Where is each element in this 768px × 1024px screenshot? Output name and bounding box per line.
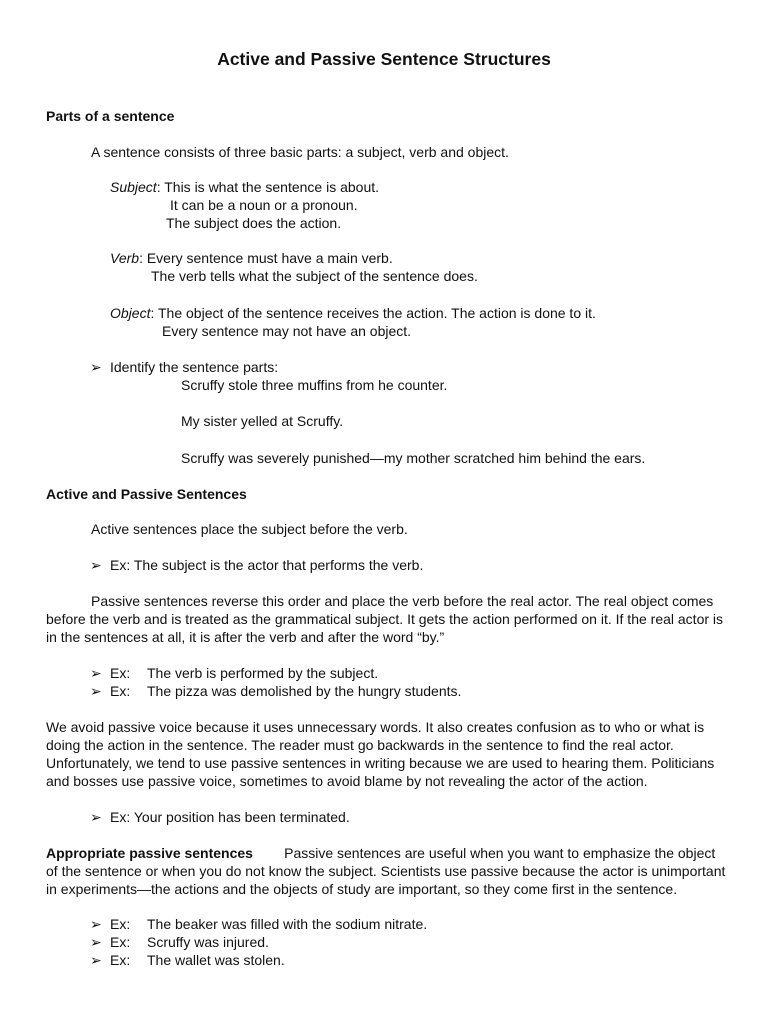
verb-text: : Every sentence must have a main verb. [139,250,393,266]
appropriate-example-2: ➢ Ex: Scruffy was injured. [90,934,269,950]
arrowhead-bullet-icon: ➢ [90,809,102,825]
arrowhead-bullet-icon: ➢ [90,557,102,573]
avoid-example-bullet: ➢ Ex: Your position has been terminated. [90,809,350,825]
example-sentence-3: Scruffy was severely punished—my mother scratched him behind the ears. [181,450,646,466]
verb-definition-line [110,249,393,267]
example-sentence-2: My sister yelled at Scruffy. [181,413,344,429]
verb-term: Verb [110,250,140,266]
active-example-bullet: ➢ Ex: The subject is the actor that performs the verb. [90,557,424,573]
avoid-passive-paragraph: We avoid passive voice because it uses unnecessary words. It also creates confusion as to who or what is doing the action in the sentence. The reader must go backwards in the sentence to find the real actor. Unfortunately, we tend to use passive sentences in writing because we are used to hearing them. Politicians and bosses use passive voice, sometimes to avoid blame by not revealing the actor of the action. [46,719,715,789]
subject-line-2: It can be a noun or a pronoun. [170,197,358,213]
arrowhead-bullet-icon: ➢ [90,952,102,968]
section-heading-active-passive: Active and Passive Sentences [46,486,247,502]
arrowhead-bullet-icon: ➢ [90,683,102,699]
verb-line-2: The verb tells what the subject of the sentence does. [151,268,478,284]
subject-term: Subject [110,179,157,195]
appropriate-passive-paragraph [46,844,726,898]
appropriate-example-3: ➢ Ex: The wallet was stolen. [90,952,285,968]
appropriate-passive-text: Passive sentences are useful when you want to emphasize the object of the sentence or when you do not know the subject. Scientists use passive because the actor is unimportant in experiments—the actions and the objects of study are important, so they come first in the sentence. [46,845,726,897]
object-term: Object [110,305,151,321]
arrowhead-bullet-icon: ➢ [90,665,102,681]
section-heading-appropriate: Appropriate passive sentences [46,845,253,861]
active-definition: Active sentences place the subject before the verb. [91,521,408,537]
appropriate-example-1: ➢ Ex: The beaker was filled with the sodium nitrate. [90,916,428,932]
passive-example-2: ➢ Ex: The pizza was demolished by the hungry students. [90,683,462,699]
passive-example-1: ➢ Ex: The verb is performed by the subject. [90,665,379,681]
subject-text: : This is what the sentence is about. [156,179,380,195]
arrowhead-bullet-icon: ➢ [90,359,102,375]
intro-text: A sentence consists of three basic parts: a subject, verb and object. [91,144,509,160]
example-sentence-1: Scruffy stole three muffins from he counter. [181,377,448,393]
section-heading-parts: Parts of a sentence [46,108,175,124]
arrowhead-bullet-icon: ➢ [90,916,102,932]
object-definition-line [110,304,596,322]
object-text: : The object of the sentence receives the action. The action is done to it. [150,305,596,321]
object-line-2: Every sentence may not have an object. [162,323,412,339]
passive-paragraph: Passive sentences reverse this order and place the verb before the real actor. The real object comes before the verb and is treated as the grammatical subject. It gets the action performed on it. If the real actor is in the sentences at all, it is after the verb and after the word “by.” [46,593,724,645]
page-title: Active and Passive Sentence Structures [217,49,551,69]
subject-line-3: The subject does the action. [166,215,342,231]
arrowhead-bullet-icon: ➢ [90,934,102,950]
identify-bullet: ➢ Identify the sentence parts: [90,359,279,375]
subject-definition-line [110,178,379,196]
